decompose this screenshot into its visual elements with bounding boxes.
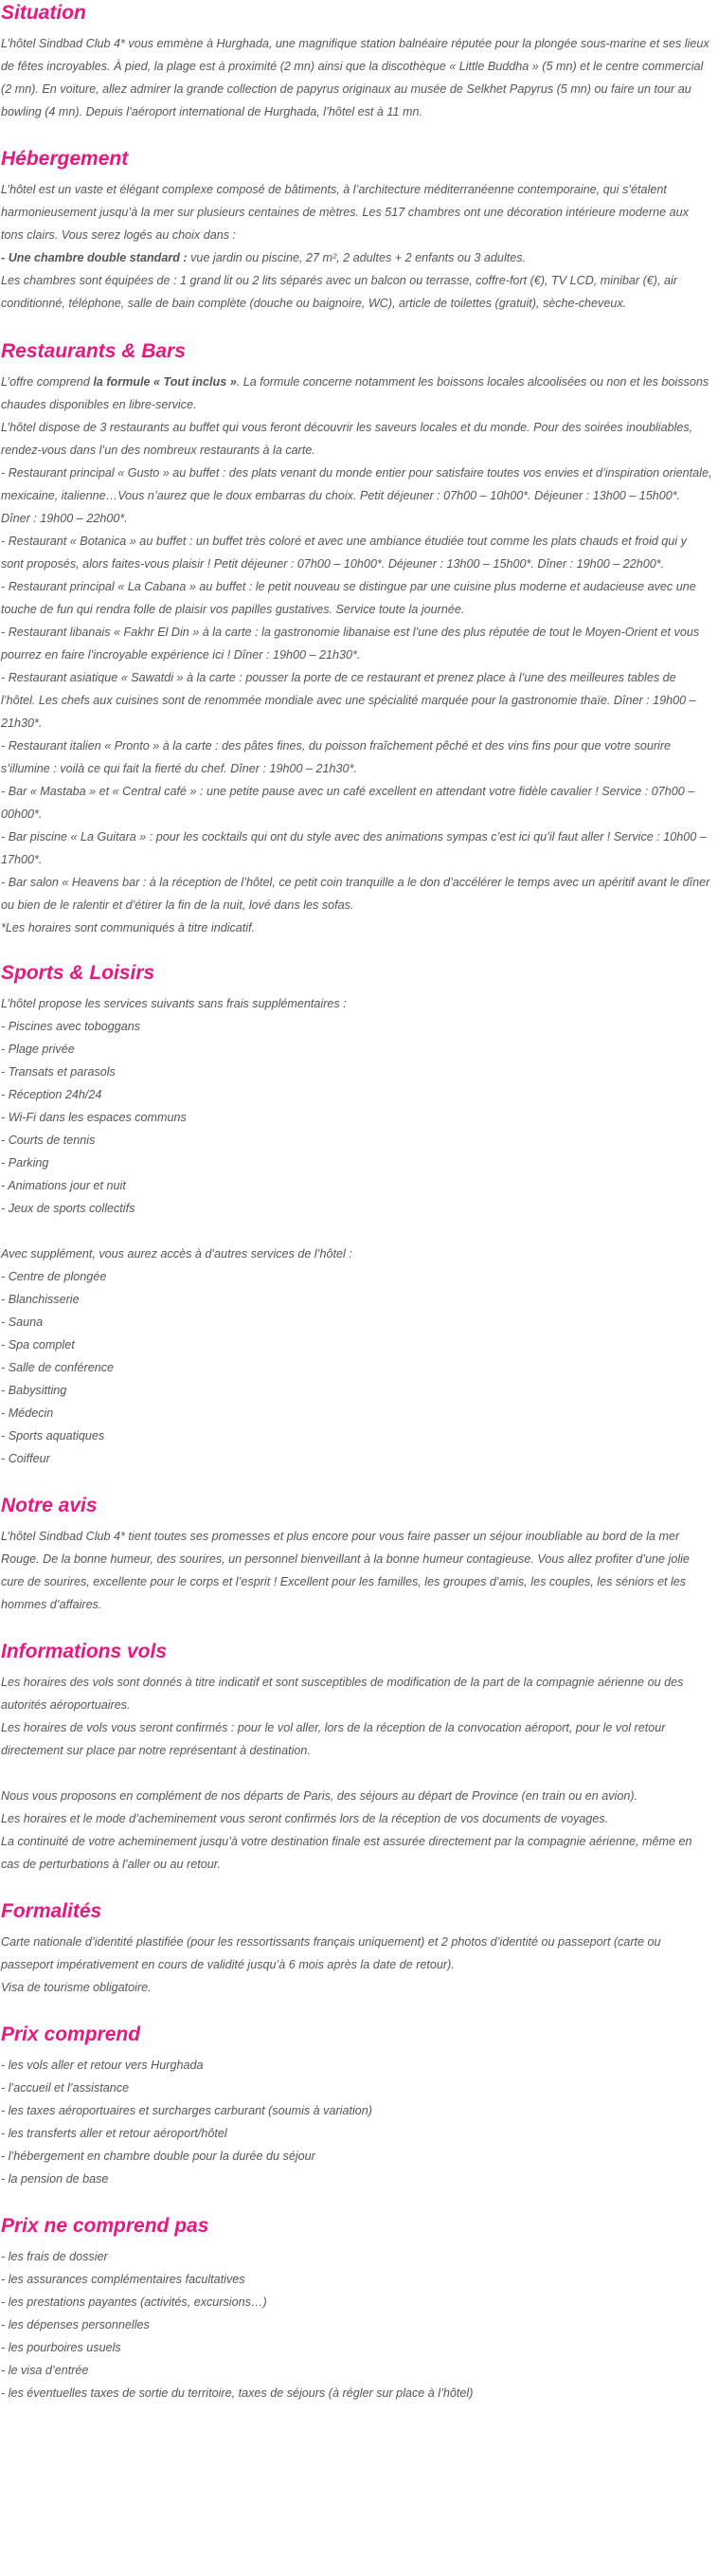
restaurant-line: - Restaurant asiatique « Sawatdi » à la carte : pousser la porte de ce restaurant et prenez place à l’une des meilleures tables de l’hôtel. Les chefs aux cuisines sont de renommée mondiale avec une spécialité marquée pour la gastronomie thaïe. Dîner : 19h00 – 21h30*.	[1, 671, 696, 730]
room-type-label: - Une chambre double standard :	[1, 251, 188, 264]
restaurant-line: - Restaurant principal « Gusto » au buffet : des plats venant du monde entier pour satisfaire toutes vos envies et d’inspiration orientale, mexicaine, italienne…Vous n’aurez que le doux embarras du choix. Petit déjeuner : 07h00 – 10h00*. Déjeuner : 13h00 – 15h00*. Dîner : 19h00 – 22h00*.	[1, 466, 712, 525]
formalites-text	[1, 1931, 718, 1999]
list-item: - Jeux de sports collectifs	[1, 1202, 135, 1215]
list-item: - les éventuelles taxes de sortie du territoire, taxes de séjours (à régler sur place à l’hôtel)	[1, 2386, 474, 2400]
section-hebergement	[1, 146, 718, 315]
formalites-line: Carte nationale d’identité plastifiée (pour les ressortissants français uniquement) et 2 photos d’identité ou passeport (carte ou passeport impérativement en cours de validité jusqu’à 6 mois après la date de retour).	[1, 1935, 661, 1971]
list-item: - la pension de base	[1, 2172, 109, 2186]
list-item: - le visa d’entrée	[1, 2364, 89, 2377]
restaurant-line: L’hôtel dispose de 3 restaurants au buffet qui vous feront découvrir les saveurs locales et du monde. Pour des soirées inoubliables, rendez-vous dans l’un des nombreux restaurants à la carte.	[1, 421, 693, 457]
avis-text: L’hôtel Sindbad Club 4* tient toutes ses promesses et plus encore pour vous faire passer un séjour inoubliable au bord de la mer Rouge. De la bonne humeur, des sourires, un personnel bienveillant à la bonne humeur contagieuse. Vous allez profiter d’une jolie cure de sourires, excellente pour le corps et l’esprit ! Excellent pour les familles, les groupes d’amis, les couples, les séniors et les hommes d’affaires.	[1, 1530, 690, 1611]
section-vols	[1, 1639, 718, 1876]
formula-prefix: L’offre comprend	[1, 375, 94, 389]
room-type-details: vue jardin ou piscine, 27 m², 2 adultes + 2 enfants ou 3 adultes.	[187, 251, 527, 264]
section-title: Hébergement	[1, 148, 129, 170]
prix-list	[1, 2054, 718, 2190]
hebergement-text	[1, 178, 718, 315]
restaurant-line: - Restaurant libanais « Fakhr El Din » à la carte : la gastronomie libanaise est l’une des plus réputée de tout le Moyen-Orient et vous pourrez en faire l’incroyable expérience ici ! Dîner : 19h00 – 21h30*.	[1, 626, 700, 662]
list-item: - Médecin	[1, 1406, 54, 1420]
list-item: - les prestations payantes (activités, excursions…)	[1, 2295, 267, 2309]
hours-note: *Les horaires sont communiqués à titre indicatif.	[1, 921, 256, 934]
restaurant-line: - Restaurant « Botanica » au buffet : un buffet très coloré et avec une ambiance étudiée tout comme les plats chauds et froid qui y sont proposés, alors faites-vous plaisir ! Petit déjeuner : 07h00 – 10h00*. Déjeuner : 13h00 – 15h00*. Dîner : 19h00 – 22h00*.	[1, 535, 687, 571]
list-item: - les taxes aéroportuaires et surcharges carburant (soumis à variation)	[1, 2104, 372, 2117]
formula-suffix: . La formule concerne notamment les boissons locales alcoolisées ou non et les boissons chaudes disponibles en libre-service.	[1, 375, 709, 411]
list-item: - Parking	[1, 1156, 49, 1170]
list-item: - Piscines avec toboggans	[1, 1020, 141, 1033]
list-item: - les pourboires usuels	[1, 2341, 121, 2354]
list-item: - les assurances complémentaires facultatives	[1, 2273, 245, 2286]
flight-info-line: La continuité de votre acheminement jusqu’à votre destination finale est assurée directement par la compagnie aérienne, même en cas de perturbations à l’aller ou au retour.	[1, 1835, 692, 1871]
list-item: - Sauna	[1, 1315, 44, 1329]
list-item: - Centre de plongée	[1, 1270, 107, 1283]
list-item: - l’accueil et l’assistance	[1, 2081, 130, 2095]
formalites-line: Visa de tourisme obligatoire.	[1, 1981, 152, 1994]
list-item: - Sports aquatiques	[1, 1429, 105, 1442]
section-title: Notre avis	[1, 1495, 98, 1516]
spacer	[1, 1220, 712, 1243]
list-item: - les dépenses personnelles	[1, 2318, 150, 2331]
list-item: - Spa complet	[1, 1338, 75, 1351]
section-title: Prix comprend	[1, 2023, 141, 2045]
restaurants-text	[1, 371, 718, 939]
section-avis	[1, 1493, 718, 1616]
section-sports	[1, 960, 718, 1470]
free-services-intro: L’hôtel propose les services suivants sans frais supplémentaires :	[1, 997, 347, 1010]
prixnon-list	[1, 2245, 718, 2404]
paid-services-intro: Avec supplément, vous aurez accès à d’autres services de l’hôtel :	[1, 1247, 352, 1261]
section-prix-ne-comprend-pas	[1, 2213, 718, 2404]
section-title: Situation	[1, 2, 86, 24]
list-item: - les frais de dossier	[1, 2250, 108, 2263]
restaurant-line: - Bar « Mastaba » et « Central café » : une petite pause avec un café excellent en attendant votre fidèle cavalier ! Service : 07h00 – 00h00*.	[1, 785, 695, 821]
list-item: - Wi-Fi dans les espaces communs	[1, 1111, 187, 1124]
flight-info-line: Les horaires de vols vous seront confirmés : pour le vol aller, lors de la réception de la convocation aéroport, pour le vol retour directement sur place par notre représentant à destination.	[1, 1721, 666, 1757]
list-item: - l’hébergement en chambre double pour la durée du séjour	[1, 2150, 315, 2163]
restaurant-line: - Bar piscine « La Guitara » : pour les cocktails qui ont du style avec des animations sympas c’est ici qu’il faut aller ! Service : 10h00 – 17h00*.	[1, 830, 707, 866]
list-item: - Plage privée	[1, 1043, 75, 1056]
restaurant-line: - Restaurant principal « La Cabana » au buffet : le petit nouveau se distingue par une cuisine plus moderne et audacieuse avec une touche de fun qui rendra folle de plaisir vos papilles gustatives. Service toute la journée.	[1, 580, 696, 616]
list-item: - Courts de tennis	[1, 1134, 96, 1147]
sports-text	[1, 992, 718, 1470]
spacer	[1, 1762, 712, 1785]
list-item: - les transferts aller et retour aéroport/hôtel	[1, 2127, 227, 2140]
list-item: - Babysitting	[1, 1384, 67, 1397]
section-prix-comprend	[1, 2022, 718, 2190]
list-item: - Animations jour et nuit	[1, 1179, 126, 1192]
formula-line	[1, 371, 712, 416]
section-title: Restaurants & Bars	[1, 340, 186, 362]
section-situation	[1, 0, 718, 123]
list-item: - Réception 24h/24	[1, 1088, 102, 1101]
section-title: Formalités	[1, 1900, 102, 1922]
flight-info-line: Les horaires et le mode d’acheminement vous seront confirmés lors de la réception de vos documents de voyages.	[1, 1812, 609, 1825]
section-formalites	[1, 1898, 718, 1999]
list-item: - Transats et parasols	[1, 1065, 116, 1079]
list-item: - les vols aller et retour vers Hurghada	[1, 2059, 204, 2072]
vols-text	[1, 1671, 718, 1876]
list-item: - Blanchisserie	[1, 1293, 80, 1306]
section-title: Informations vols	[1, 1641, 168, 1662]
flight-info-line: Nous vous proposons en complément de nos départs de Paris, des séjours au départ de Province (en train ou en avion).	[1, 1789, 638, 1803]
section-title: Sports & Loisirs	[1, 962, 155, 984]
formula-name: la formule « Tout inclus »	[93, 375, 237, 389]
room-equipment: Les chambres sont équipées de : 1 grand lit ou 2 lits séparés avec un balcon ou terrasse, coffre-fort (€), TV LCD, minibar (€), air conditionné, téléphone, salle de bain complète (douche ou baignoire, WC), article de toilettes (gratuit), sèche-cheveux.	[1, 274, 677, 310]
list-item: - Salle de conférence	[1, 1361, 115, 1374]
room-type	[1, 246, 712, 269]
flight-info-line: Les horaires des vols sont donnés à titre indicatif et sont susceptibles de modification de la part de la compagnie aérienne ou des autorités aéroportuaires.	[1, 1676, 684, 1712]
section-title: Prix ne comprend pas	[1, 2215, 209, 2237]
situation-text: L’hôtel Sindbad Club 4* vous emmène à Hurghada, une magnifique station balnéaire réputée pour la plongée sous-marine et ses lieux de fêtes incroyables. À pied, la plage est à proximité (2 mn) ainsi que la discothèque « Little Buddha » (5 mn) et le centre commercial (2 mn). En voiture, allez admirer la grande collection de papyrus originaux au musée de Selkhet Papyrus (5 mn) ou faire un tour au bowling (4 mn). Depuis l’aéroport international de Hurghada, l’hôtel est à 11 mn.	[1, 37, 709, 118]
list-item: - Coiffeur	[1, 1452, 50, 1465]
restaurant-line: - Bar salon « Heavens bar : à la réception de l’hôtel, ce petit coin tranquille a le don d’accélérer le temps avec un apéritif avant le dîner ou bien de le ralentir et d’étirer la fin de la nuit, lové dans les sofas.	[1, 876, 710, 912]
restaurant-line: - Restaurant italien « Pronto » à la carte : des pâtes fines, du poisson fraîchement pêché et des vins fins pour que votre sourire s’illumine : voilà ce qui fait la fierté du chef. Dîner : 19h00 – 21h30*.	[1, 739, 672, 775]
hebergement-intro: L’hôtel est un vaste et élégant complexe composé de bâtiments, à l’architecture méditerranéenne contemporaine, qui s’étalent harmonieusement jusqu’à la mer sur plusieurs centaines de mètres. Les 517 chambres ont une décoration intérieure moderne aux tons clairs. Vous serez logés au choix dans :	[1, 183, 689, 242]
section-restaurants	[1, 338, 718, 939]
